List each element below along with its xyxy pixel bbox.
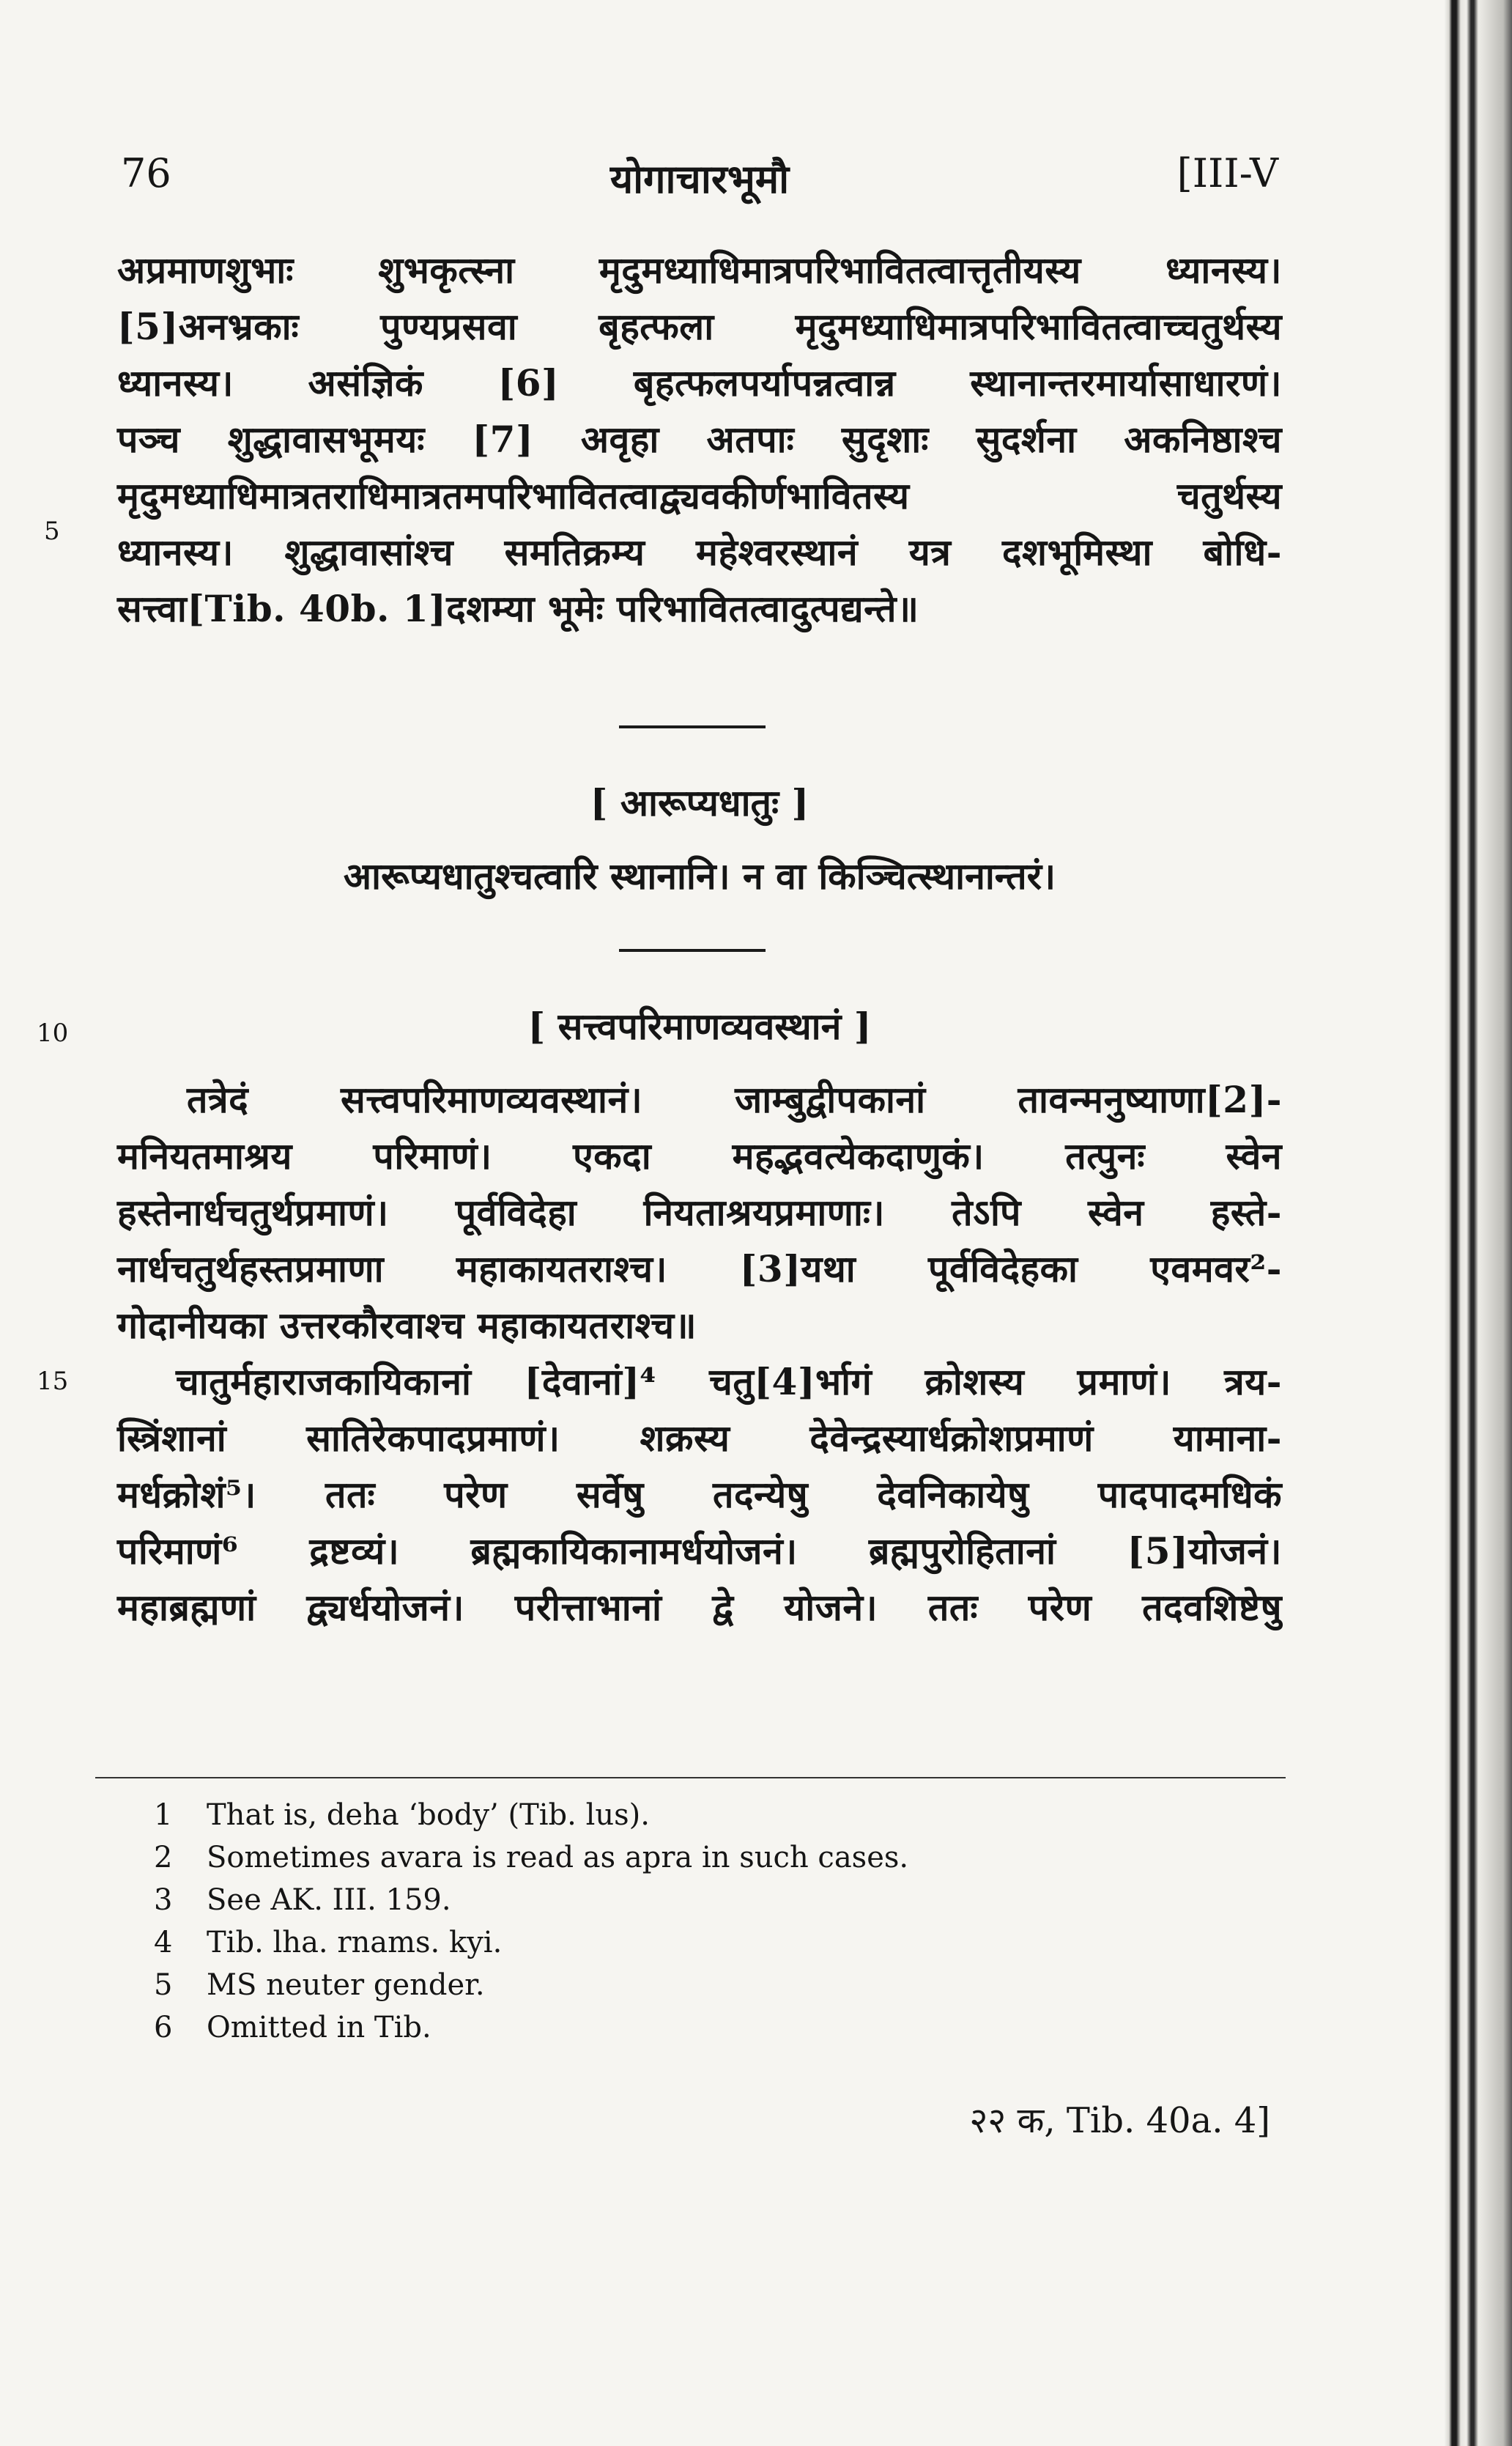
text-line: नार्धचतुर्थहस्तप्रमाणा महाकायतराश्च। [3]यथा पूर्वविदेहका एवमवर²- bbox=[117, 1247, 1282, 1290]
text-line: परिमाणं⁶ द्रष्टव्यं। ब्रह्मकायिकानामर्धयोजनं। ब्रह्मपुरोहितानां [5]योजनं। bbox=[117, 1529, 1282, 1573]
text-line: [5]अनभ्रकाः पुण्यप्रसवा बृहत्फला मृदुमध्याधिमात्रपरिभावितत्वाच्चतुर्थस्य bbox=[117, 305, 1282, 348]
footnote bbox=[154, 1921, 908, 1964]
line-number: 15 bbox=[37, 1367, 69, 1396]
section-heading-sattvaparimana: [ सत्त्वपरिमाणव्यवस्थानं ] bbox=[527, 1005, 872, 1048]
footnote bbox=[154, 1836, 908, 1879]
text-line: ध्यानस्य। असंज्ञिकं [6] बृहत्फलपर्यापन्नत्वान्न स्थानान्तरमार्यासाधारणं। bbox=[117, 361, 1282, 404]
footnote-text: Tib. lha. rnams. kyi. bbox=[207, 1926, 503, 1959]
section-divider bbox=[619, 949, 766, 952]
footnote bbox=[154, 1879, 908, 1921]
paragraph-human-size bbox=[117, 1071, 1282, 1353]
footnote-text: Sometimes avara is read as apra in such cases. bbox=[207, 1841, 909, 1874]
page-header bbox=[121, 150, 1278, 209]
footnote-text: See AK. III. 159. bbox=[207, 1883, 451, 1917]
section-marker: [III-V bbox=[1176, 150, 1278, 196]
footnote bbox=[154, 2006, 908, 2049]
paragraph-rupadhatu bbox=[117, 242, 1282, 637]
section-heading-arupyadhatu: [ आरूप्यधातुः ] bbox=[590, 781, 809, 824]
line-number: 5 bbox=[44, 517, 60, 546]
footnote-number: 6 bbox=[154, 2011, 173, 2044]
line-number: 10 bbox=[37, 1019, 69, 1048]
page-number: 76 bbox=[121, 150, 171, 196]
text-line: मृदुमध्याधिमात्रतराधिमात्रतमपरिभावितत्वाद्व्यवकीर्णभावितस्य चतुर्थस्य bbox=[117, 474, 1282, 517]
text-line: चातुर्महाराजकायिकानां [देवानां]⁴ चतु[4]र्भागं क्रोशस्य प्रमाणं। त्रय- bbox=[176, 1360, 1282, 1403]
footnote-number: 4 bbox=[154, 1926, 173, 1959]
paragraph-deva-size bbox=[117, 1353, 1282, 1636]
footnote-number: 1 bbox=[154, 1798, 173, 1832]
manuscript-reference: २२ क, Tib. 40a. 4] bbox=[969, 2100, 1270, 2141]
text-line: गोदानीयका उत्तरकौरवाश्च महाकायतराश्च॥ bbox=[117, 1304, 697, 1347]
running-title: योगाचारभूमौ bbox=[609, 155, 790, 202]
text-line: आरूप्यधातुश्चत्वारि स्थानानि। न वा किञ्चित्स्थानान्तरं। bbox=[343, 854, 1056, 898]
book-binding-edge bbox=[1445, 0, 1512, 2446]
footnote bbox=[154, 1964, 908, 2006]
text-line: अप्रमाणशुभाः शुभकृत्स्ना मृदुमध्याधिमात्रपरिभावितत्वात्तृतीयस्य ध्यानस्य। bbox=[117, 248, 1282, 292]
footnote-text: That is, deha ‘body’ (Tib. lus). bbox=[207, 1798, 650, 1832]
footnote-number: 3 bbox=[154, 1883, 173, 1917]
text-line: मनियतमाश्रय परिमाणं। एकदा महद्भवत्येकदाणुकं। तत्पुनः स्वेन bbox=[117, 1134, 1282, 1178]
footnote-rule bbox=[95, 1777, 1286, 1778]
text-line: हस्तेनार्धचतुर्थप्रमाणं। पूर्वविदेहा नियताश्रयप्रमाणाः। तेऽपि स्वेन हस्ते- bbox=[117, 1191, 1282, 1234]
footnote-number: 5 bbox=[154, 1968, 173, 2002]
footnote-number: 2 bbox=[154, 1841, 173, 1874]
text-line: सत्त्वा[Tib. 40b. 1]दशम्या भूमेः परिभावितत्वादुत्पद्यन्ते॥ bbox=[117, 587, 919, 630]
text-line: ध्यानस्य। शुद्धावासांश्च समतिक्रम्य महेश्वरस्थानं यत्र दशभूमिस्था बोधि- bbox=[117, 531, 1282, 574]
text-line: तत्रेदं सत्त्वपरिमाणव्यवस्थानं। जाम्बुद्वीपकानां तावन्मनुष्याणा[2]- bbox=[187, 1078, 1282, 1121]
footnote bbox=[154, 1794, 908, 1836]
text-line: महाब्रह्मणां द्व्यर्धयोजनं। परीत्ताभानां द्वे योजने। ततः परेण तदवशिष्टेषु bbox=[117, 1586, 1282, 1629]
section-divider bbox=[619, 725, 766, 728]
text-line: पञ्च शुद्धावासभूमयः [7] अवृहा अतपाः सुदृशाः सुदर्शना अकनिष्ठाश्च bbox=[117, 418, 1282, 461]
text-line: मर्धक्रोशं⁵। ततः परेण सर्वेषु तदन्येषु देवनिकायेषु पादपादमधिकं bbox=[117, 1473, 1282, 1516]
text-line: स्त्रिंशानां सातिरेकपादप्रमाणं। शक्रस्य देवेन्द्रस्यार्धक्रोशप्रमाणं यामाना- bbox=[117, 1416, 1282, 1460]
footnote-text: Omitted in Tib. bbox=[207, 2011, 431, 2044]
footnotes bbox=[154, 1794, 908, 2049]
footnote-text: MS neuter gender. bbox=[207, 1968, 485, 2002]
